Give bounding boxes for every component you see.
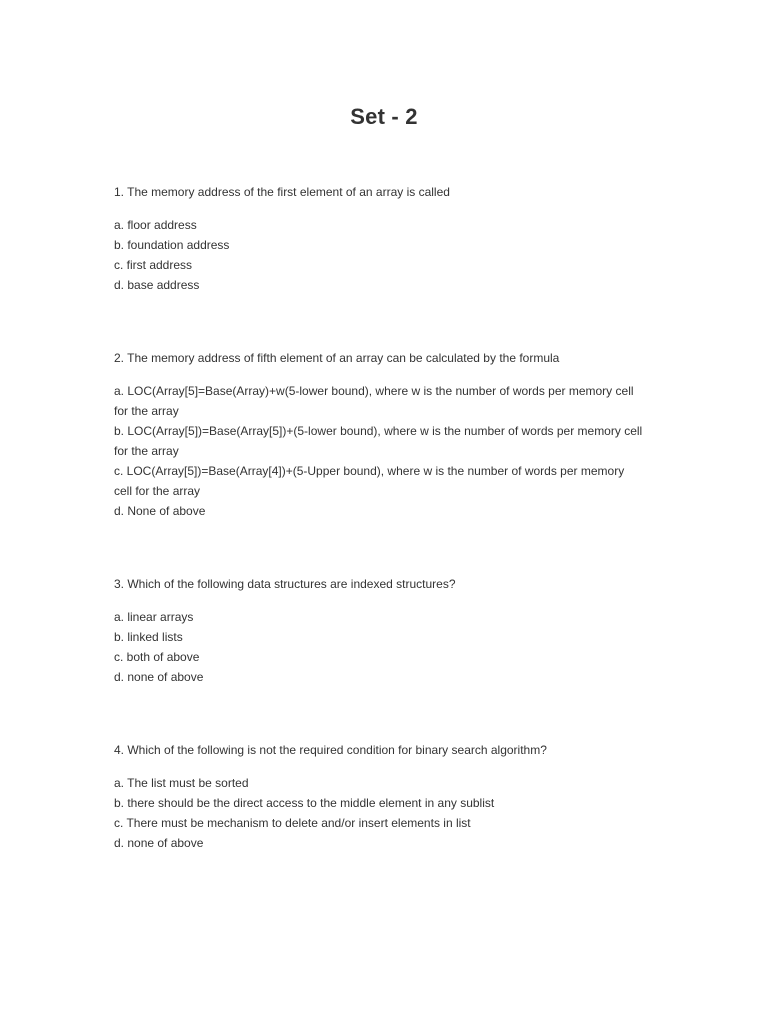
question-text: 3. Which of the following data structures are indexed structures? xyxy=(114,577,456,591)
option-list xyxy=(114,215,644,295)
question-3 xyxy=(114,574,644,687)
question-text: 4. Which of the following is not the required condition for binary search algorithm? xyxy=(114,743,547,757)
option-b: b. foundation address xyxy=(114,238,230,252)
option-list xyxy=(114,607,644,687)
option-list xyxy=(114,773,644,853)
page-title: Set - 2 xyxy=(350,104,418,129)
question-text: 1. The memory address of the first element of an array is called xyxy=(114,185,450,199)
option-c: c. There must be mechanism to delete and/or insert elements in list xyxy=(114,816,471,830)
option-d: d. None of above xyxy=(114,504,206,518)
option-d: d. none of above xyxy=(114,836,204,850)
option-d: d. none of above xyxy=(114,670,204,684)
option-a: a. floor address xyxy=(114,218,197,232)
question-2 xyxy=(114,348,644,521)
option-a: a. The list must be sorted xyxy=(114,776,249,790)
option-b: b. linked lists xyxy=(114,630,183,644)
option-a: a. linear arrays xyxy=(114,610,194,624)
question-1 xyxy=(114,182,644,295)
option-c: c. LOC(Array[5])=Base(Array[4])+(5-Upper bound), where w is the number of words per memory cell for the array xyxy=(114,464,625,498)
option-a: a. LOC(Array[5]=Base(Array)+w(5-lower bound), where w is the number of words per memory cell for the array xyxy=(114,384,634,418)
question-4 xyxy=(114,740,644,853)
option-c: c. first address xyxy=(114,258,193,272)
option-b: b. there should be the direct access to the middle element in any sublist xyxy=(114,796,495,810)
option-list xyxy=(114,381,644,521)
question-text: 2. The memory address of fifth element of an array can be calculated by the formula xyxy=(114,351,560,365)
option-d: d. base address xyxy=(114,278,200,292)
option-c: c. both of above xyxy=(114,650,200,664)
option-b: b. LOC(Array[5])=Base(Array[5])+(5-lower bound), where w is the number of words per memory cell for the array xyxy=(114,424,643,458)
